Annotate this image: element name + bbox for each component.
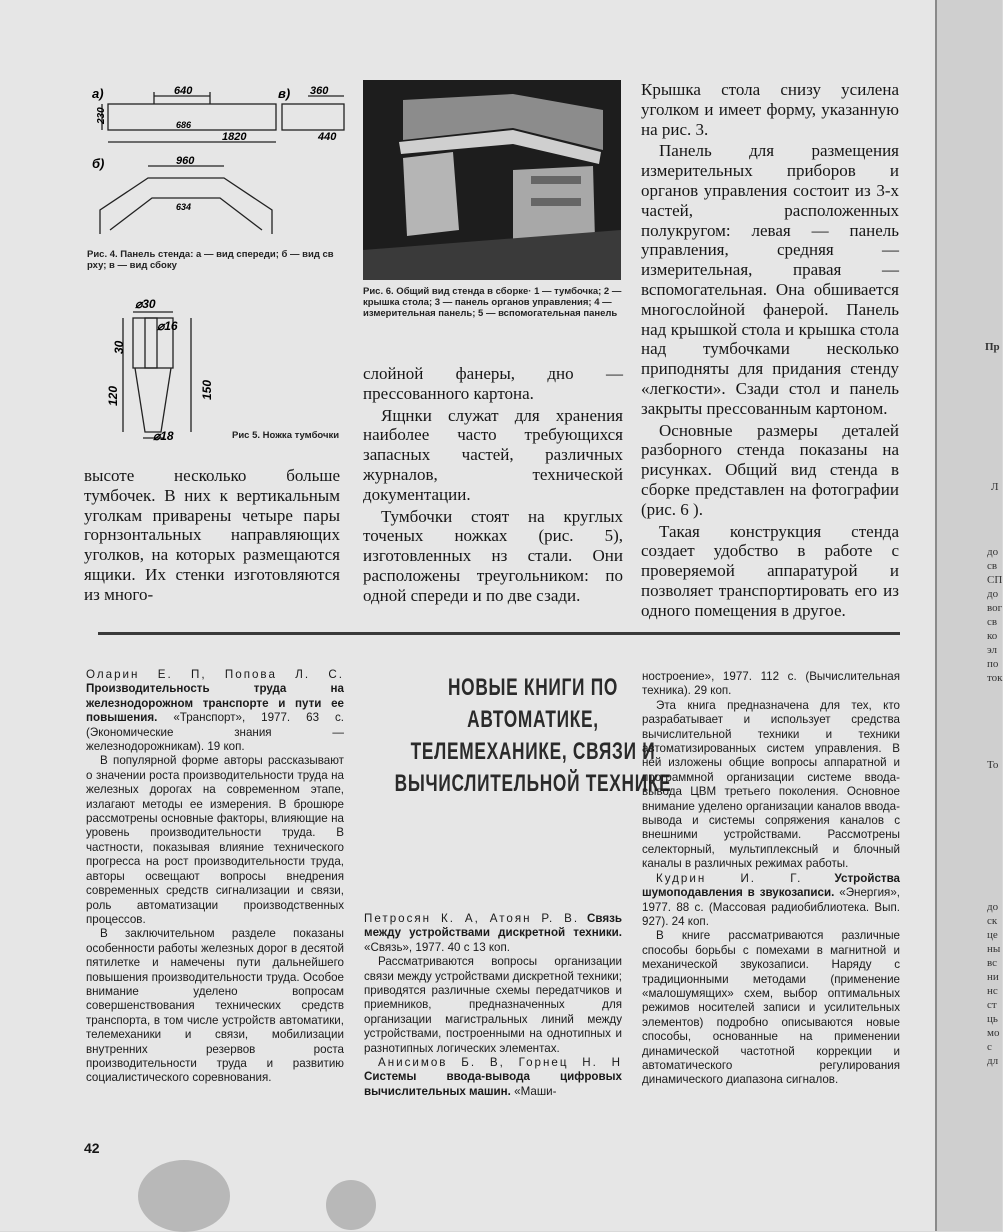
article-col3-p4: Такая конструкция стенда создает удобство в работе с проверяемой аппаратурой и позволяет транспортировать его из одного помещения в другое. [641,521,899,620]
figure-4-drawing [90,82,360,242]
book-1-authors: Оларин Е. П, Попова Л. С. [86,668,344,681]
fig4-label-a: а) [92,86,104,101]
thumb-smudge [326,1180,376,1230]
book-4-title: Устройства шумоподавления в звукозаписи. [642,871,900,900]
stand-photo-svg [363,80,621,280]
book-4-publisher: «Энергия», 1977. 88 с. (Массовая радиобиблиотека. Вып. 927). 24 коп. [642,886,900,928]
books-column-1 [86,668,344,1086]
article-col3-p2: Панель для размещения измерительных приборов и органов управления состоит из 3-х частей, расположенных полукругом: левая — панель управления, средняя — измерительная, правая — вспомогательная. Она обшивается многослойной фанерой. Панель над крышкой стола и крышка стола над тумбочками несколько приподняты для придания стенду «легкости». Сзади стол и панель закрыты прессованным картоном. [641,141,899,418]
fig4-dim-960: 960 [176,155,195,167]
gutter-fragment-3: до св СП до вог св ко эл по ток [987,546,1003,684]
gutter-fragment-2: Л [991,481,999,493]
fig5-dim-d16: ⌀16 [157,319,178,333]
book-1-title: Производительность труда на железнодорожном транспорте и пути ее повышения. [86,682,344,725]
gutter-fragment-4: То [987,759,999,771]
figure-5-caption: Рис 5. Ножка тумбочки [232,430,340,441]
book-3-authors: Анисимов Б. В, Горнец Н. Н [378,1056,622,1070]
article-col2-p2: Ящнки служат для хранения наиболее часто требующихся запасных частей, различных журналов, технической документации. [363,405,623,504]
section-heading: НОВЫЕ КНИГИ ПО АВТОМАТИКЕ, ТЕЛЕМЕХАНИКЕ, СВЯЗИ И ВЫЧИСЛИТЕЛЬНОЙ ТЕХНИКЕ [394,674,672,797]
fig5-dim-150: 150 [200,379,214,400]
fig4-dim-360: 360 [310,85,329,97]
book-1-paragraph-1: В популярной форме авторы рассказывают о значении роста производительности труда на железных дорогах на современном этапе, излагают методы ее измерения. В брошюре рассмотрены основные факторы, влияющие на уровень производительности труда. В частности, показывая влияние технического прогресса на рост производительности труда, авторы освещают вопросы внедрения современных средств сигнализации и связи, роль автоматизации производственных процессов. [86,754,344,926]
article-column-1 [84,466,340,607]
fig5-dim-d18: ⌀18 [153,429,174,443]
book-4-authors: Кудрин И. Г. [656,871,803,885]
fig4-dim-640: 640 [174,85,193,97]
panel-drawing-svg [90,82,360,242]
article-column-2 [363,364,623,608]
book-2-publisher: «Связь», 1977. 40 с 13 коп. [364,940,511,954]
figure-6-caption: Рис. 6. Общий вид стенда в сборке· 1 — тумбочка; 2 — крышка стола; 3 — панель органов управления; 4 — измерительная панель; 5 — вспомогательная панель [363,286,622,319]
book-3-title: Системы ввода-вывода цифровых вычислительных машин. [364,1070,622,1098]
book-4-entry [642,872,900,930]
gutter-fragment-5: до ск це ны вс ни нс ст ць мо с дл [987,901,1001,1067]
fig5-dim-d30: ⌀30 [135,297,156,311]
book-3-publisher-end: ностроение», 1977. 112 с. (Вычислительная техника). 29 коп. [642,670,900,698]
fig4-dim-634: 634 [176,202,192,212]
fig4-label-v: в) [278,86,291,101]
fig5-dim-120: 120 [106,385,120,406]
page-number: 42 [84,1140,100,1156]
book-1-paragraph-2: В заключительном разделе показаны особенности работы железных дорог в десятой пятилетке и намечены пути дальнейшего повышения производительности труда. Особое внимание уделено вопросам совершенствования технических средств транспорта, в том числе устройств автоматики, телемеханики и связи, мобилизации внутренних резервов роста производительности труда и развитию социалистического соревнования. [86,927,344,1085]
book-4-paragraph-1: В книге рассматриваются различные способы борьбы с помехами в магнитной и механической звукозаписи. Наряду с традиционными методами (применение «малошумящих» схем, выбор оптимальных режимов носителей записи и усилительных элементов) подробно описываются новые способы, основанные на применении динамической частотной коррекции и автоматического регулирования динамического диапазона сигналов. [642,929,900,1087]
article-col2-p3: Тумбочки стоят на круглых точеных ножках (рис. 5), изготовленных нз стали. Они расположены треугольником: по одной спереди и по две сзади. [363,506,623,605]
article-column-3 [641,80,899,623]
fig5-dim-30: 30 [112,340,126,354]
book-2-entry [364,912,622,955]
fig4-label-b: б) [92,156,105,171]
leg-drawing-svg [95,294,230,442]
section-divider [98,632,900,635]
thumb-smudge [138,1160,230,1232]
book-2-authors: Петросян К. А, Атоян Р. В. [364,912,580,925]
book-1-entry [86,668,344,754]
figure-4-caption: Рис. 4. Панель стенда: а — вид спереди; б — вид св рху; в — вид сбоку [87,249,334,271]
book-1-publisher: «Транспорт», 1977. 63 с. (Экономические знания — железнодорожникам). 19 коп. [86,711,344,754]
book-2-paragraph-1: Рассматриваются вопросы организации связи между устройствами дискретной техники; приводятся различные схемы передатчиков и приемников, предназначенных для организации магистральных линий между устройствами, построенными на однотипных и разнотипных логических элементах. [364,955,622,1055]
figure-5-drawing [95,294,230,442]
article-col3-p3: Основные размеры деталей разборного стенда показаны на рисунках. Общий вид стенда в сборке представлен на фотографии (рис. 6 ). [641,420,899,519]
book-3-paragraph-1: Эта книга предназначена для тех, кто разрабатывает и использует средства вычислительной техники и техники автоматизированных систем управления. В ней изложены общие вопросы аппаратной и программной организации системе ввода-вывода ЦВМ третьего поколения. Основное внимание уделено организации каналов ввода-вывода и системы сопряжения каналов с внешними устройствами. Рассмотрены селекторный, мультиплексный и блочный каналы в различных режимах работы. [642,698,900,871]
article-col1-text: высоте несколько больше тумбочек. В них к вертикальным уголкам приварены четыре пары горнзонтальных направляющих уголков, на которых размещаются ящики. Их стенки изготовляются из много- [84,466,340,604]
article-col3-p1: Крышка стола снизу усилена уголком и имеет форму, указанную на рис. 3. [641,80,899,139]
fig4-dim-230: 230 [96,107,107,124]
books-column-3 [642,670,900,1088]
gutter-fragment-1: Пр [985,341,1000,353]
article-col2-p1: слойной фанеры, дно — прессованного картона. [363,364,623,403]
figure-6-photo [363,80,621,280]
fig4-dim-1820: 1820 [222,131,247,143]
fig4-dim-440: 440 [318,131,337,143]
book-3-entry-start [364,1056,622,1099]
fig4-dim-686: 686 [176,120,192,130]
next-page-edge [935,0,1002,1231]
book-3-publisher-start: «Маши- [514,1084,557,1098]
books-column-2 [364,912,622,1099]
book-2-title: Связь между устройствами дискретной техники. [364,912,622,940]
